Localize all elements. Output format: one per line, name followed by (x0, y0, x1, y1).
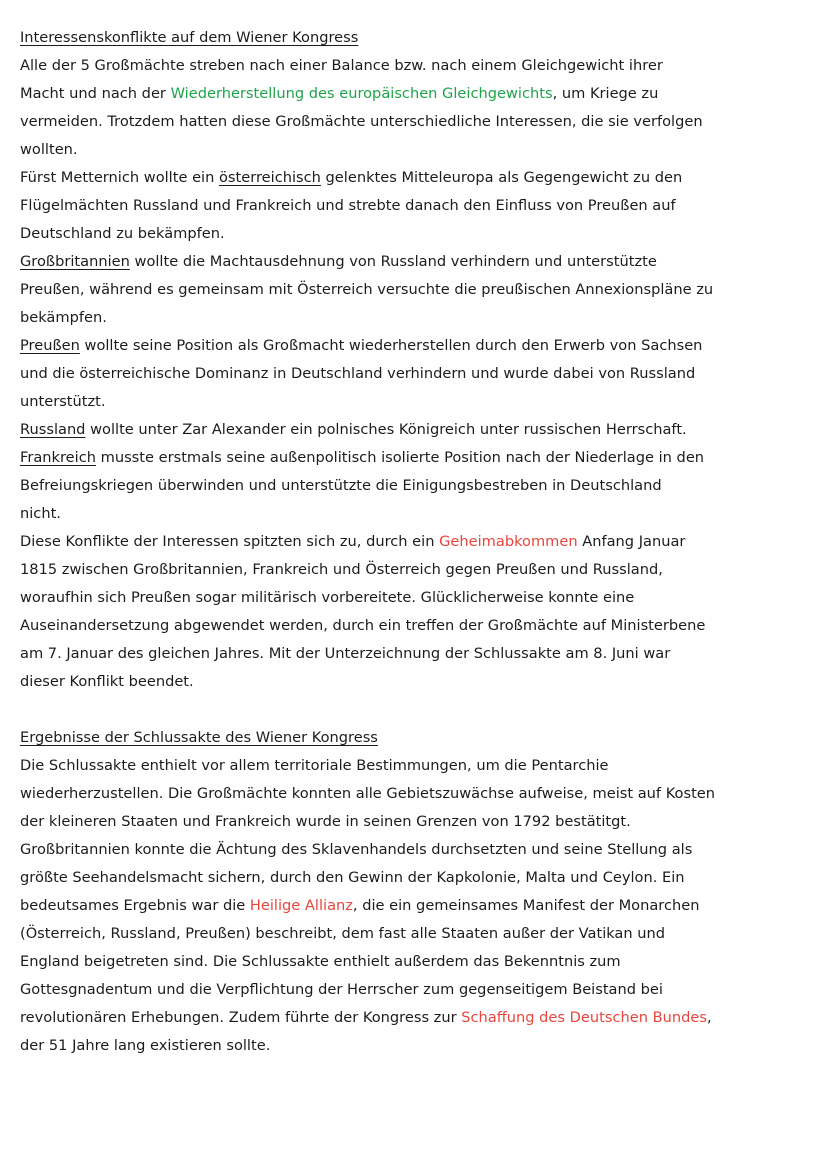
paragraph-ergebnisse (20, 752, 815, 1060)
text-fragment: Diese Konflikte der Interessen spitzten sich zu, durch ein (20, 533, 440, 550)
text-fragment: wollte die Machtausdehnung von Russland verhindern und unterstützte (129, 253, 657, 270)
text-fragment: revolutionären Erhebungen. Zudem führte der Kongress zur (20, 1009, 462, 1026)
text-line (20, 416, 815, 444)
text-fragment: , (706, 1009, 712, 1026)
underlined-grossbritannien: Großbritannien (20, 253, 130, 270)
text-line: vermeiden. Trotzdem hatten diese Großmächte unterschiedliche Interessen, die sie verfolgen (20, 113, 703, 130)
text-line: nicht. (20, 505, 61, 522)
text-line: 1815 zwischen Großbritannien, Frankreich und Österreich gegen Preußen und Russland, (20, 561, 663, 578)
text-fragment: Macht und nach der (20, 85, 171, 102)
section-heading-interessenskonflikte: Interessenskonflikte auf dem Wiener Kongress (20, 29, 359, 46)
underlined-preussen: Preußen (20, 337, 80, 354)
text-line (20, 1004, 815, 1032)
text-line: Preußen, während es gemeinsam mit Österreich versuchte die preußischen Annexionspläne zu (20, 281, 714, 298)
text-line: der 51 Jahre lang existieren sollte. (20, 1037, 271, 1054)
text-line: am 7. Januar des gleichen Jahres. Mit der Unterzeichnung der Schlussakte am 8. Juni war (20, 645, 671, 662)
text-line: wiederherzustellen. Die Großmächte konnten alle Gebietszuwächse aufweise, meist auf Kosten (20, 785, 716, 802)
paragraph-balance (20, 52, 815, 164)
text-line: (Österreich, Russland, Preußen) beschreibt, dem fast alle Staaten außer der Vatikan und (20, 925, 666, 942)
text-line (20, 80, 815, 108)
text-line: dieser Konflikt beendet. (20, 673, 194, 690)
text-line: unterstützt. (20, 393, 106, 410)
text-line: Befreiungskriegen überwinden und unterstützte die Einigungsbestreben in Deutschland (20, 477, 662, 494)
text-line: England beigetreten sind. Die Schlussakte enthielt außerdem das Bekenntnis zum (20, 953, 621, 970)
section-gap (20, 696, 815, 724)
underlined-russland: Russland (20, 421, 86, 438)
text-line (20, 164, 815, 192)
highlight-geheimabkommen: Geheimabkommen (439, 533, 578, 550)
text-fragment: wollte seine Position als Großmacht wiederherstellen durch den Erwerb von Sachsen (79, 337, 703, 354)
text-fragment: wollte unter Zar Alexander ein polnisches Königreich unter russischen Herrschaft. (85, 421, 687, 438)
text-line: Die Schlussakte enthielt vor allem territoriale Bestimmungen, um die Pentarchie (20, 757, 609, 774)
highlight-gleichgewicht: Wiederherstellung des europäischen Gleichgewichts (170, 85, 553, 102)
paragraph-grossbritannien (20, 248, 815, 332)
text-line: der kleineren Staaten und Frankreich wurde in seinen Grenzen von 1792 bestätitgt. (20, 813, 631, 830)
text-line (20, 528, 815, 556)
text-line (20, 444, 815, 472)
paragraph-russland (20, 416, 815, 444)
text-fragment: bedeutsames Ergebnis war die (20, 897, 250, 914)
paragraph-metternich (20, 164, 815, 248)
text-fragment: , die ein gemeinsames Manifest der Monarchen (352, 897, 700, 914)
text-line (20, 248, 815, 276)
text-fragment: Anfang Januar (577, 533, 686, 550)
paragraph-frankreich (20, 444, 815, 528)
text-fragment: , um Kriege zu (552, 85, 659, 102)
text-line: woraufhin sich Preußen sogar militärisch vorbereitete. Glücklicherweise konnte eine (20, 589, 635, 606)
text-line (20, 332, 815, 360)
text-fragment: Fürst Metternich wollte ein (20, 169, 219, 186)
paragraph-geheimabkommen (20, 528, 815, 696)
text-line: wollten. (20, 141, 78, 158)
text-line: Großbritannien konnte die Ächtung des Sklavenhandels durchsetzten und seine Stellung als (20, 841, 693, 858)
highlight-heilige-allianz: Heilige Allianz (249, 897, 353, 914)
paragraph-preussen (20, 332, 815, 416)
text-line: Flügelmächten Russland und Frankreich und strebte danach den Einfluss von Preußen auf (20, 197, 676, 214)
text-line: Alle der 5 Großmächte streben nach einer Balance bzw. nach einem Gleichgewicht ihrer (20, 57, 663, 74)
text-line: und die österreichische Dominanz in Deutschland verhindern und wurde dabei von Russland (20, 365, 696, 382)
underlined-frankreich: Frankreich (20, 449, 96, 466)
underlined-oesterreichisch: österreichisch (219, 169, 321, 186)
notes-page (20, 24, 815, 1060)
highlight-deutscher-bund: Schaffung des Deutschen Bundes (461, 1009, 707, 1026)
text-line: Auseinandersetzung abgewendet werden, durch ein treffen der Großmächte auf Ministerbene (20, 617, 706, 634)
text-line: bekämpfen. (20, 309, 107, 326)
text-line: Deutschland zu bekämpfen. (20, 225, 225, 242)
text-line: größte Seehandelsmacht sichern, durch den Gewinn der Kapkolonie, Malta und Ceylon. Ein (20, 869, 685, 886)
text-line: Gottesgnadentum und die Verpflichtung der Herrscher zum gegenseitigem Beistand bei (20, 981, 663, 998)
text-fragment: musste erstmals seine außenpolitisch isolierte Position nach der Niederlage in den (95, 449, 705, 466)
text-line (20, 892, 815, 920)
text-fragment: gelenktes Mitteleuropa als Gegengewicht zu den (320, 169, 683, 186)
section-heading-ergebnisse: Ergebnisse der Schlussakte des Wiener Kongress (20, 729, 378, 746)
